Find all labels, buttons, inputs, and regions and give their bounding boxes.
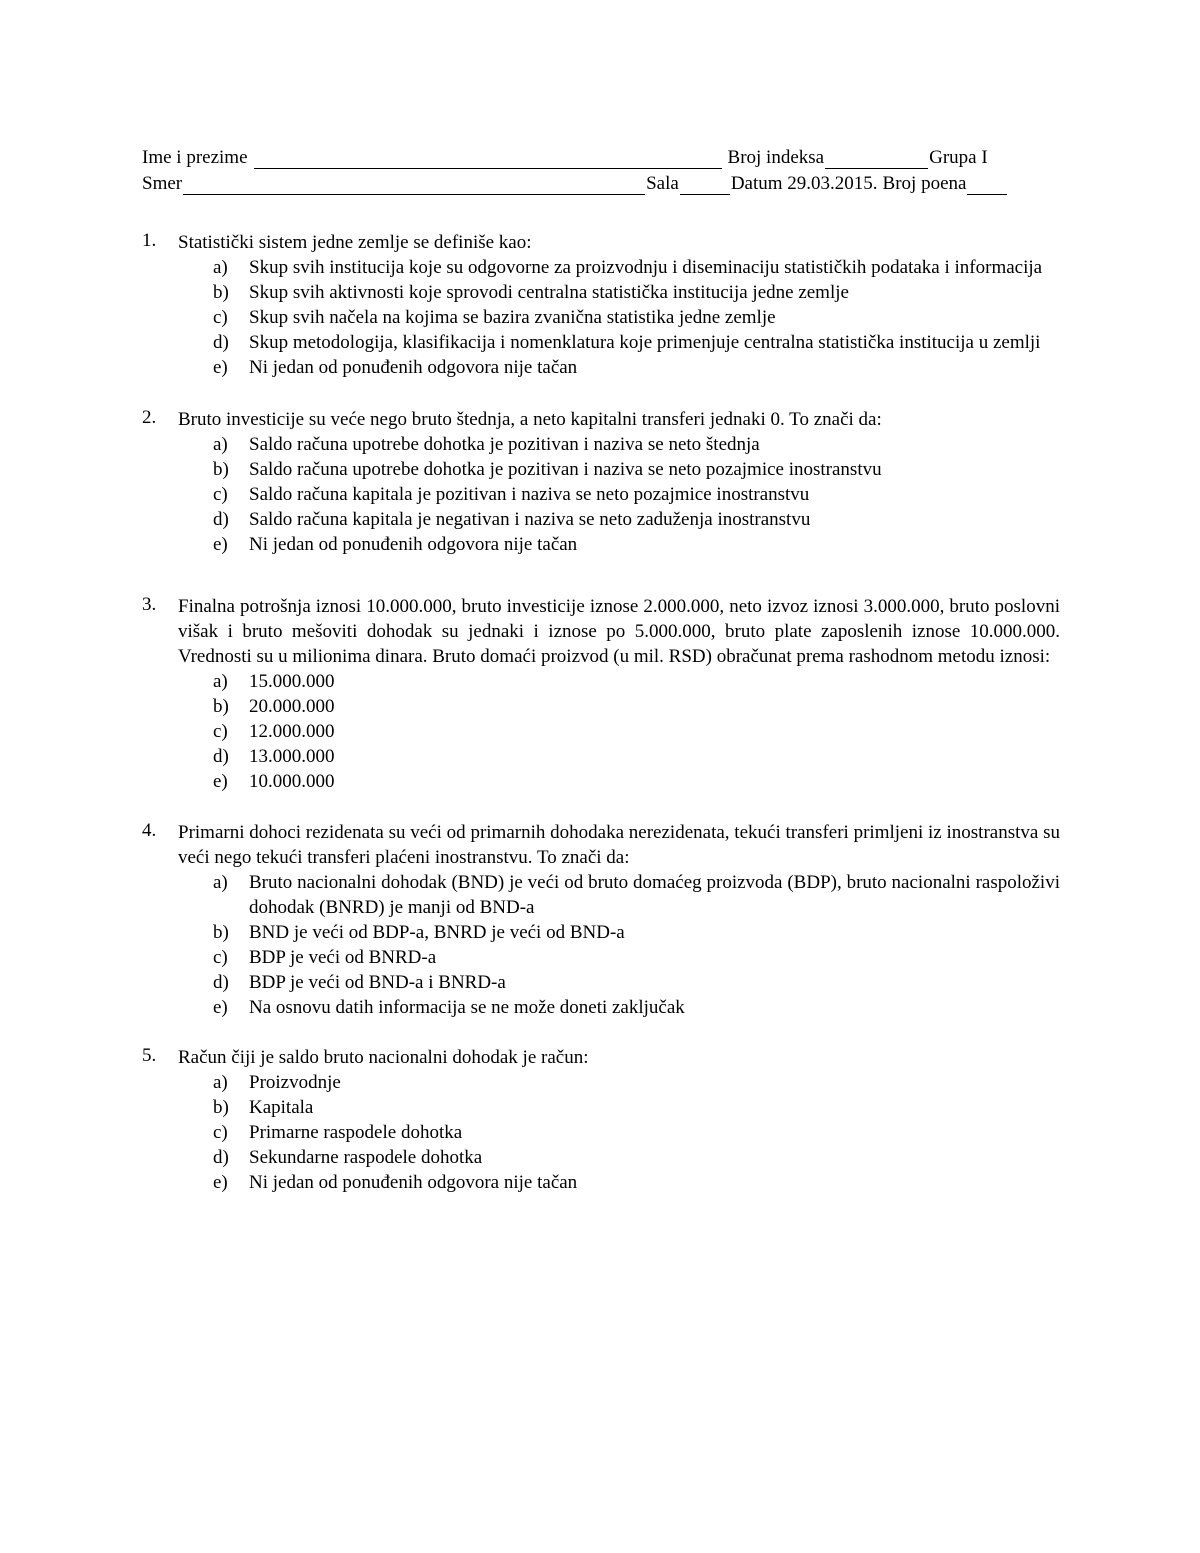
option-text: Saldo računa kapitala je negativan i naziva se neto zaduženja inostranstvu [249, 509, 811, 530]
index-label: Broj indeksa [727, 147, 825, 168]
question-number: 3. [142, 594, 157, 615]
option-text: 13.000.000 [249, 746, 335, 767]
option-text: Na osnovu datih informacija se ne može doneti zaključak [249, 997, 685, 1018]
option-list [178, 255, 1060, 380]
name-blank [254, 150, 722, 169]
option-text: 10.000.000 [249, 771, 335, 792]
option-c [213, 482, 1060, 507]
question-list [142, 230, 1060, 1195]
question-number: 4. [142, 820, 157, 841]
question-2 [142, 407, 1060, 557]
option-letter: c) [213, 1122, 228, 1143]
option-e [213, 355, 1060, 380]
major-blank [183, 176, 645, 195]
option-text: Skup svih institucija koje su odgovorne za proizvodnju i diseminaciju statističkih podataka i informacija [249, 257, 1043, 278]
option-text: BDP je veći od BNRD-a [249, 947, 437, 968]
option-c [213, 945, 1060, 970]
option-text: Skup svih načela na kojima se bazira zvanična statistika jedne zemlje [249, 307, 776, 328]
option-e [213, 995, 1060, 1020]
room-blank [680, 176, 730, 195]
option-letter: a) [213, 257, 228, 278]
option-letter: c) [213, 307, 228, 328]
option-text: Sekundarne raspodele dohotka [249, 1147, 483, 1168]
option-letter: d) [213, 332, 229, 353]
option-text: 12.000.000 [249, 721, 335, 742]
option-text: Ni jedan od ponuđenih odgovora nije tačan [249, 357, 578, 378]
points-label: Broj poena [882, 173, 967, 194]
option-letter: e) [213, 534, 228, 555]
option-letter: e) [213, 771, 228, 792]
option-text: Skup svih aktivnosti koje sprovodi centralna statistička institucija jedne zemlje [249, 282, 849, 303]
option-text: BDP je veći od BND-a i BNRD-a [249, 972, 506, 993]
option-c [213, 719, 1060, 744]
option-letter: d) [213, 509, 229, 530]
option-letter: c) [213, 947, 228, 968]
option-text: 20.000.000 [249, 696, 335, 717]
option-text: Bruto nacionalni dohodak (BND) je veći od bruto domaćeg proizvoda (BDP), bruto nacionalni raspoloživi dohodak (BNRD) je manji od BND-a [249, 872, 1060, 918]
option-text: 15.000.000 [249, 671, 335, 692]
date-label: Datum 29.03.2015. [730, 173, 878, 194]
option-d [213, 744, 1060, 769]
option-letter: b) [213, 1097, 229, 1118]
option-b [213, 920, 1060, 945]
option-letter: b) [213, 282, 229, 303]
option-letter: a) [213, 671, 228, 692]
group-label: Grupa I [929, 147, 988, 168]
option-e [213, 1170, 1060, 1195]
room-label: Sala [646, 173, 679, 194]
option-a [213, 432, 1060, 457]
question-text: Primarni dohoci rezidenata su veći od primarnih dohodaka nerezidenata, tekući transferi primljeni iz inostranstva su veći nego tekući transferi plaćeni inostranstvu. To znači da: [178, 822, 1060, 868]
major-label: Smer [142, 173, 183, 194]
option-e [213, 769, 1060, 794]
option-c [213, 305, 1060, 330]
question-4 [142, 820, 1060, 1020]
option-letter: d) [213, 972, 229, 993]
option-text: Ni jedan od ponuđenih odgovora nije tačan [249, 1172, 578, 1193]
option-d [213, 970, 1060, 995]
option-e [213, 532, 1060, 557]
option-list [178, 669, 1060, 794]
question-text: Bruto investicije su veće nego bruto štednja, a neto kapitalni transferi jednaki 0. To znači da: [178, 409, 882, 430]
option-a [213, 1070, 1060, 1095]
option-a [213, 870, 1060, 920]
option-letter: d) [213, 746, 229, 767]
option-letter: b) [213, 459, 229, 480]
option-b [213, 1095, 1060, 1120]
option-letter: e) [213, 357, 228, 378]
option-letter: e) [213, 1172, 228, 1193]
option-text: Saldo računa kapitala je pozitivan i naziva se neto pozajmice inostranstvu [249, 484, 810, 505]
question-text: Finalna potrošnja iznosi 10.000.000, bruto investicije iznose 2.000.000, neto izvoz iznosi 3.000.000, bruto poslovni višak i bruto mešoviti dohodak su jednaki i iznose po 5.000.000, bruto plate zaposlenih iznose 10.000.000. Vrednosti su u milionima dinara. Bruto domaći proizvod (u mil. RSD) obračunat prema rashodnom metodu iznosi: [178, 596, 1060, 667]
option-b [213, 694, 1060, 719]
option-a [213, 255, 1060, 280]
header-line-2 [142, 169, 1057, 195]
option-letter: d) [213, 1147, 229, 1168]
question-1 [142, 230, 1060, 380]
question-5 [142, 1045, 1060, 1195]
option-d [213, 330, 1060, 355]
option-letter: b) [213, 922, 229, 943]
points-blank [967, 176, 1007, 195]
option-list [178, 870, 1060, 1020]
question-number: 2. [142, 407, 157, 428]
header-line-1 [142, 143, 1057, 169]
option-d [213, 507, 1060, 532]
question-text: Statistički sistem jedne zemlje se definiše kao: [178, 232, 532, 253]
option-list [178, 432, 1060, 557]
option-letter: c) [213, 721, 228, 742]
question-text: Račun čiji je saldo bruto nacionalni dohodak je račun: [178, 1047, 589, 1068]
question-number: 5. [142, 1045, 157, 1066]
index-blank [825, 150, 928, 169]
option-b [213, 457, 1060, 482]
option-letter: c) [213, 484, 228, 505]
question-number: 1. [142, 230, 157, 251]
option-letter: e) [213, 997, 228, 1018]
option-letter: a) [213, 434, 228, 455]
option-letter: a) [213, 872, 228, 893]
option-text: Skup metodologija, klasifikacija i nomenklatura koje primenjuje centralna statistička institucija u zemlji [249, 332, 1041, 353]
option-text: BND je veći od BDP-a, BNRD je veći od BND-a [249, 922, 625, 943]
option-c [213, 1120, 1060, 1145]
option-letter: b) [213, 696, 229, 717]
option-letter: a) [213, 1072, 228, 1093]
name-label: Ime i prezime [142, 147, 248, 168]
option-a [213, 669, 1060, 694]
option-text: Kapitala [249, 1097, 314, 1118]
option-text: Ni jedan od ponuđenih odgovora nije tačan [249, 534, 578, 555]
option-text: Saldo računa upotrebe dohotka je pozitivan i naziva se neto štednja [249, 434, 760, 455]
option-text: Primarne raspodele dohotka [249, 1122, 463, 1143]
option-text: Proizvodnje [249, 1072, 341, 1093]
option-text: Saldo računa upotrebe dohotka je pozitivan i naziva se neto pozajmice inostranstvu [249, 459, 882, 480]
question-3 [142, 594, 1060, 794]
option-d [213, 1145, 1060, 1170]
option-b [213, 280, 1060, 305]
option-list [178, 1070, 1060, 1195]
